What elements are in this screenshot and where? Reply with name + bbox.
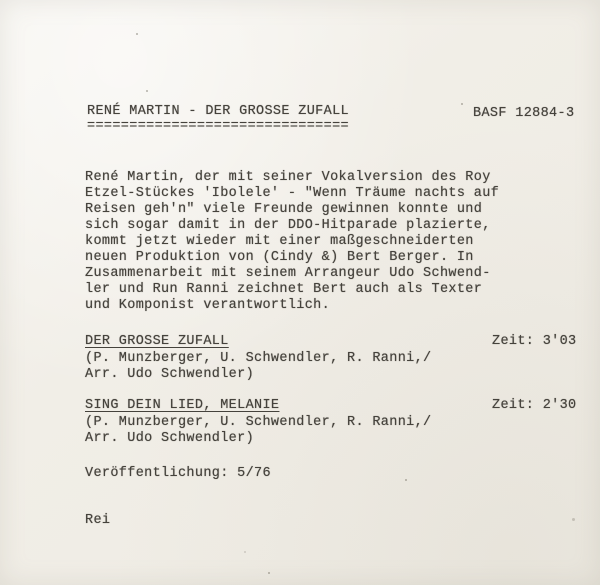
paragraph-line: René Martin, der mit seiner Vokalversion des Roy	[85, 170, 491, 185]
paper-speck	[146, 90, 148, 92]
release-line: Veröffentlichung: 5/76	[85, 466, 271, 481]
track-credits: (P. Munzberger, U. Schwendler, R. Ranni,/	[85, 415, 432, 430]
track-title: SING DEIN LIED, MELANIE	[85, 398, 280, 413]
track-time: Zeit: 3'03	[492, 334, 577, 349]
track-title: DER GROSSE ZUFALL	[85, 334, 229, 349]
title-underline: ===============================	[87, 119, 349, 134]
paper-speck	[244, 551, 246, 553]
paper-speck	[572, 518, 575, 521]
paragraph-line: Reisen geh'n" viele Freunde gewinnen konnte und	[85, 202, 483, 217]
paper-speck	[405, 479, 407, 481]
paragraph-line: neuen Produktion von (Cindy &) Bert Berger. In	[85, 250, 474, 265]
paper-speck	[136, 33, 138, 35]
track-credits: (P. Munzberger, U. Schwendler, R. Ranni,/	[85, 351, 432, 366]
paper-speck	[461, 103, 463, 105]
track-time: Zeit: 2'30	[492, 398, 577, 413]
typist-initials: Rei	[85, 513, 111, 528]
document-title: RENÉ MARTIN - DER GROSSE ZUFALL	[87, 104, 349, 119]
paragraph-line: sich sogar damit in der DDO-Hitparade plazierte,	[85, 218, 491, 233]
paragraph-line: ler und Run Ranni zeichnet Bert auch als Texter	[85, 282, 483, 297]
paragraph-line: Etzel-Stückes 'Ibolele' - "Wenn Träume nachts auf	[85, 186, 500, 201]
catalog-number: BASF 12884-3	[473, 106, 575, 121]
track-credits: Arr. Udo Schwendler)	[85, 431, 255, 446]
track-credits: Arr. Udo Schwendler)	[85, 367, 255, 382]
paragraph-line: Zusammenarbeit mit seinem Arrangeur Udo Schwend-	[85, 266, 491, 281]
paragraph-line: und Komponist verantwortlich.	[85, 298, 331, 313]
paper-speck	[268, 572, 270, 574]
paragraph-line: kommt jetzt wieder mit einer maßgeschneiderten	[85, 234, 474, 249]
